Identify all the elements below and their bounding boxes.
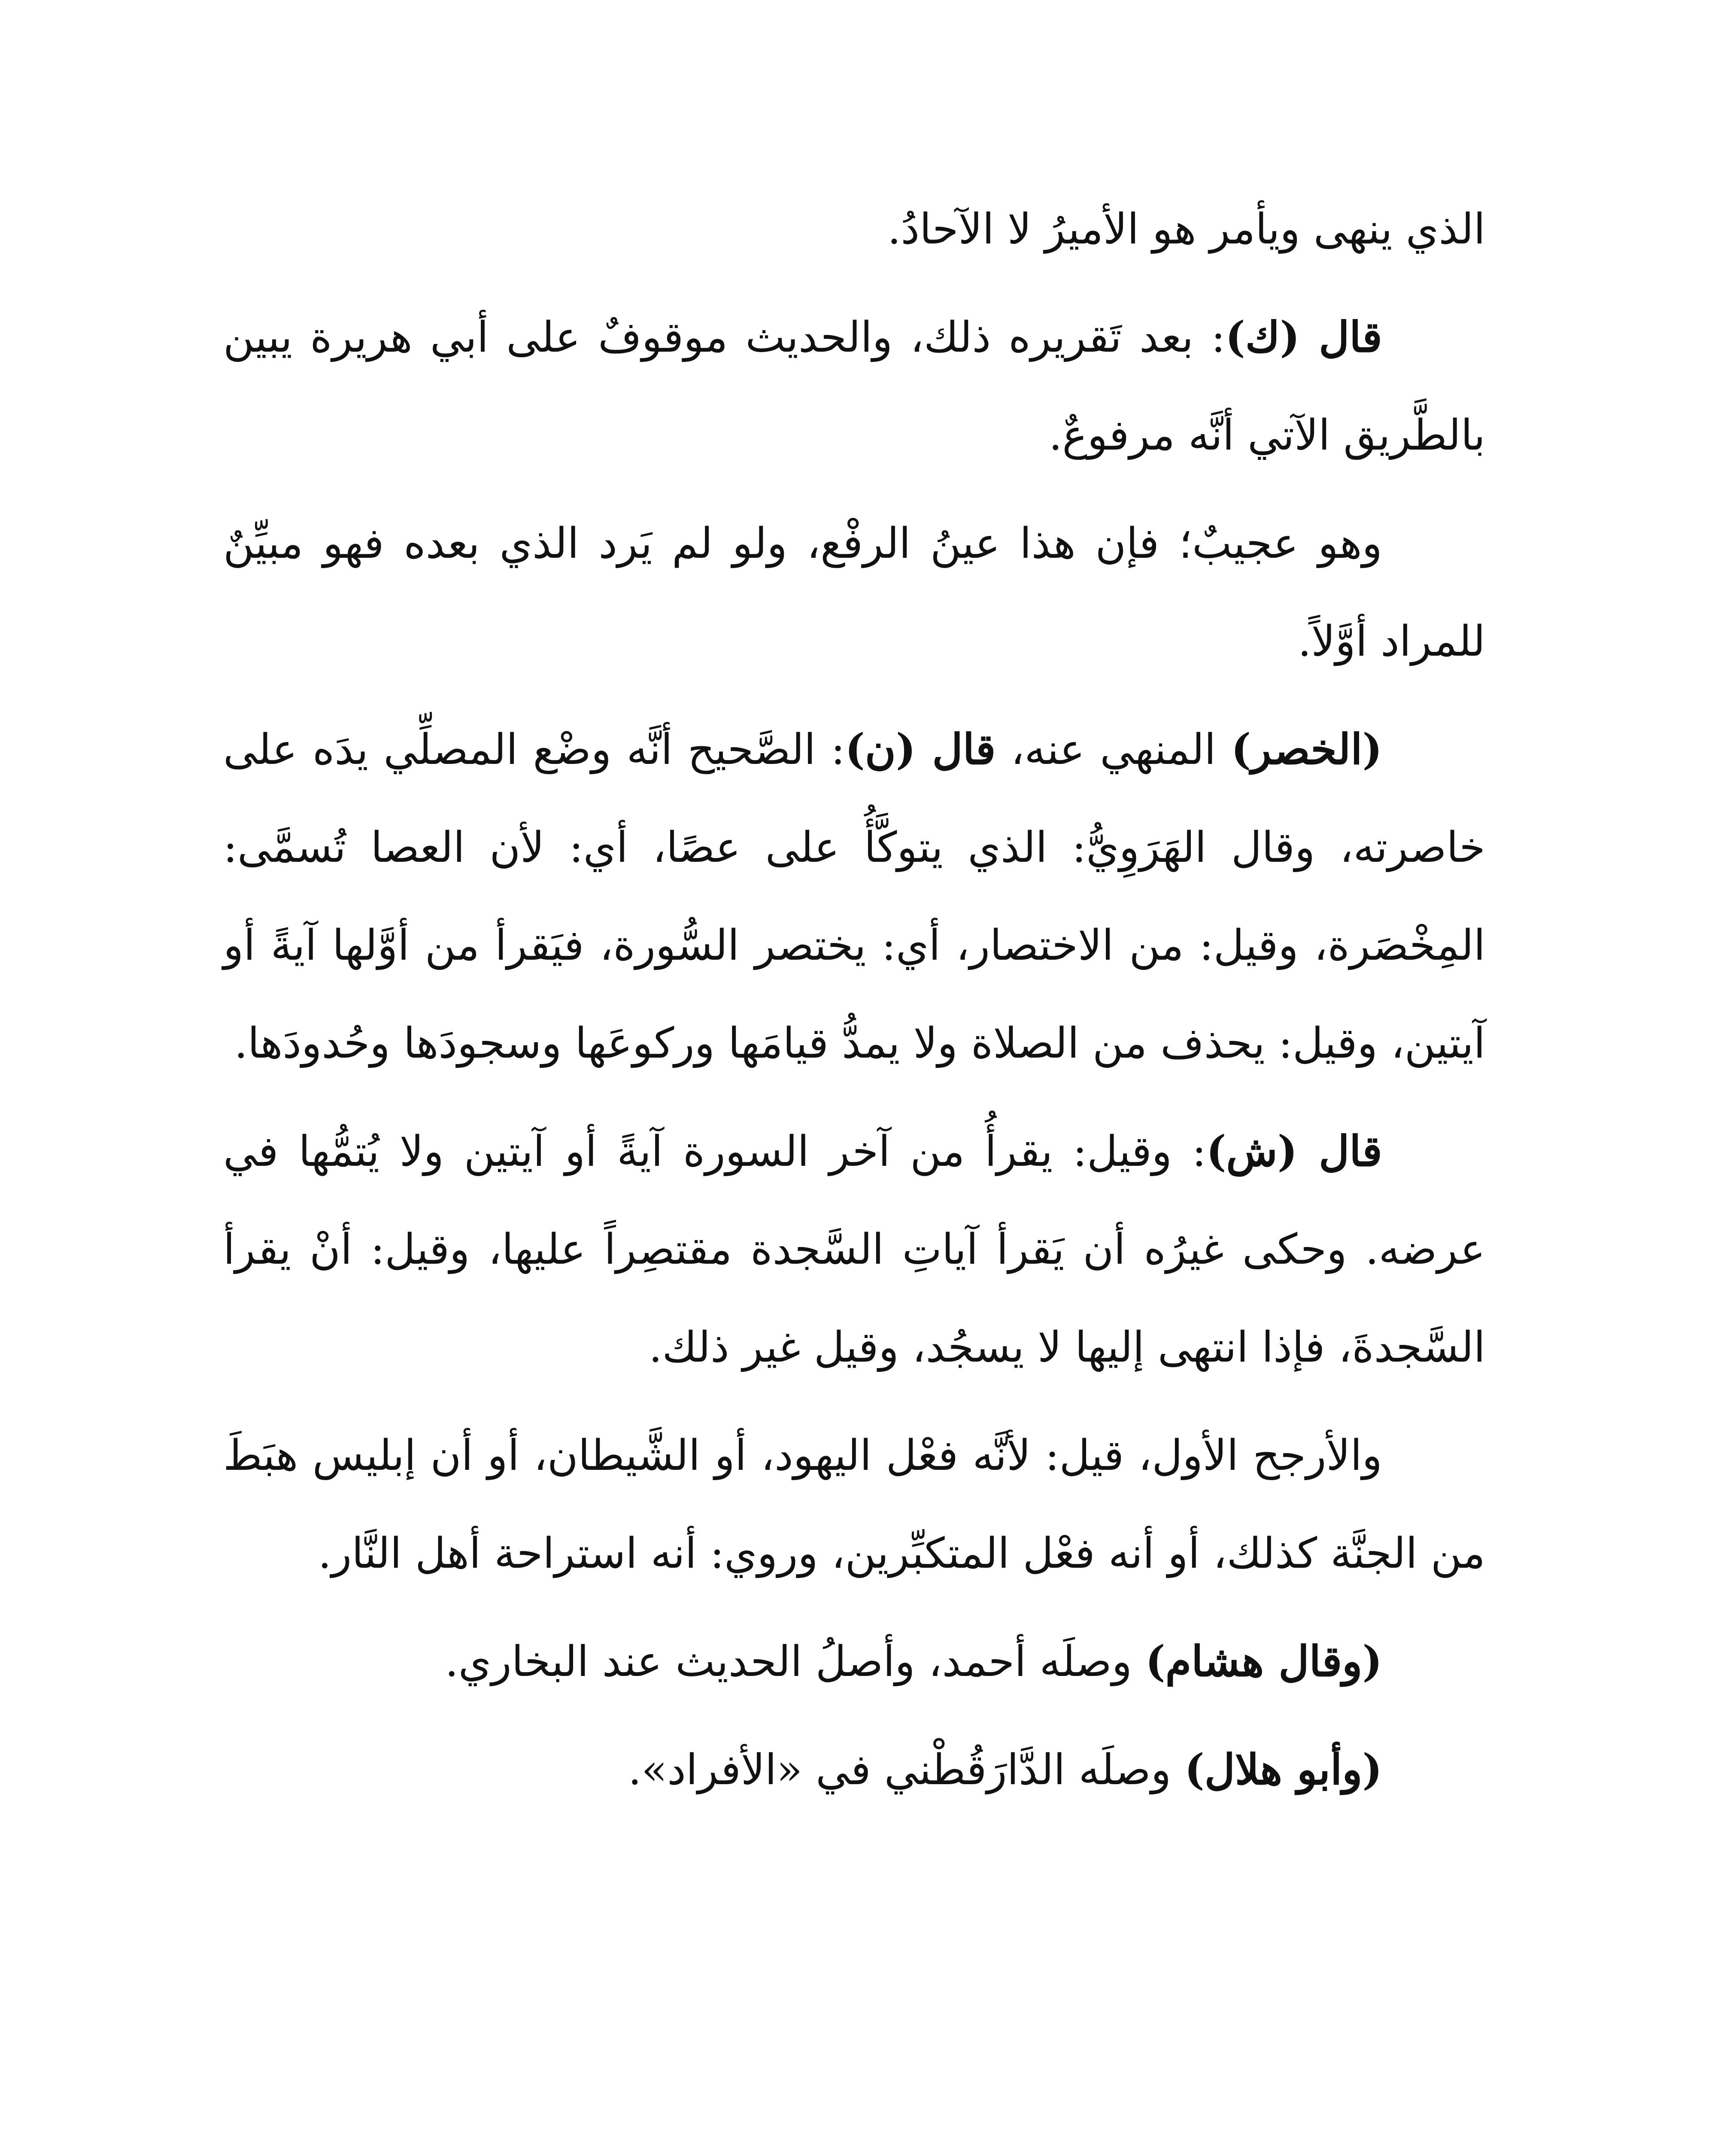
term-hisham: (وقال هشام) — [1145, 1637, 1382, 1686]
paragraph-1 — [223, 180, 1485, 278]
term-abu-hilal: (وأبو هلال) — [1184, 1745, 1382, 1794]
paragraph-4 — [223, 701, 1485, 1092]
paragraph-4-text-b: : الصَّحيح أنَّه وضْع المصلِّي يدَه على خاصرته، وقال الهَرَوِيُّ: الذي يتوكَّأُ على عصًا، أي: لأن العصا تُسمَّى: المِخْصَرة، وقيل: من الاختصار، أي: يختصر السُّورة، فيَقرأ من أوَّلها آيةً أو آيتين، وقيل: يحذف من الصلاة ولا يمدُّ قيامَها وركوعَها وسجودَها وحُدودَها. — [223, 725, 1485, 1068]
paragraph-2 — [223, 289, 1485, 484]
speaker-label-k: قال (ك) — [1225, 313, 1382, 362]
paragraph-3 — [223, 495, 1485, 690]
paragraph-5 — [223, 1103, 1485, 1396]
paragraph-6 — [223, 1407, 1485, 1603]
speaker-label-sh: قال (ش) — [1206, 1127, 1382, 1176]
paragraph-2-text: : بعد تَقريره ذلك، والحديث موقوفٌ على أبي هريرة يبين بالطَّريق الآتي أنَّه مرفوعٌ. — [223, 313, 1485, 460]
body-text — [223, 180, 1485, 1829]
paragraph-7-text: وصلَه أحمد، وأصلُ الحديث عند البخاري. — [445, 1637, 1146, 1686]
paragraph-7 — [223, 1613, 1485, 1711]
paragraph-5-text: : وقيل: يقرأُ من آخر السورة آيةً أو آيتين ولا يُتمُّها في عرضه. وحكى غيرُه أن يَقرأ آياتِ السَّجدة مقتصِراً عليها، وقيل: أنْ يقرأ السَّجدةَ، فإذا انتهى إليها لا يسجُد، وقيل غير ذلك. — [223, 1127, 1485, 1372]
paragraph-8 — [223, 1721, 1485, 1819]
term-khasr: (الخصر) — [1231, 725, 1382, 774]
paragraph-6-text: والأرجح الأول، قيل: لأنَّه فعْل اليهود، أو الشَّيطان، أو أن إبليس هبَطَ من الجنَّة كذلك، أو أنه فعْل المتكبِّرين، وروي: أنه استراحة أهل النَّار. — [223, 1431, 1485, 1578]
speaker-label-n: قال (ن) — [845, 725, 996, 774]
paragraph-3-text: وهو عجيبٌ؛ فإن هذا عينُ الرفْع، ولو لم يَرد الذي بعده فهو مبيِّنٌ للمراد أوَّلاً. — [223, 519, 1485, 666]
paragraph-8-text: وصلَه الدَّارَقُطْني في «الأفراد». — [628, 1746, 1185, 1794]
paragraph-4-text-a: المنهي عنه، — [995, 725, 1231, 774]
paragraph-1-text: الذي ينهى ويأمر هو الأميرُ لا الآحادُ. — [887, 205, 1485, 254]
